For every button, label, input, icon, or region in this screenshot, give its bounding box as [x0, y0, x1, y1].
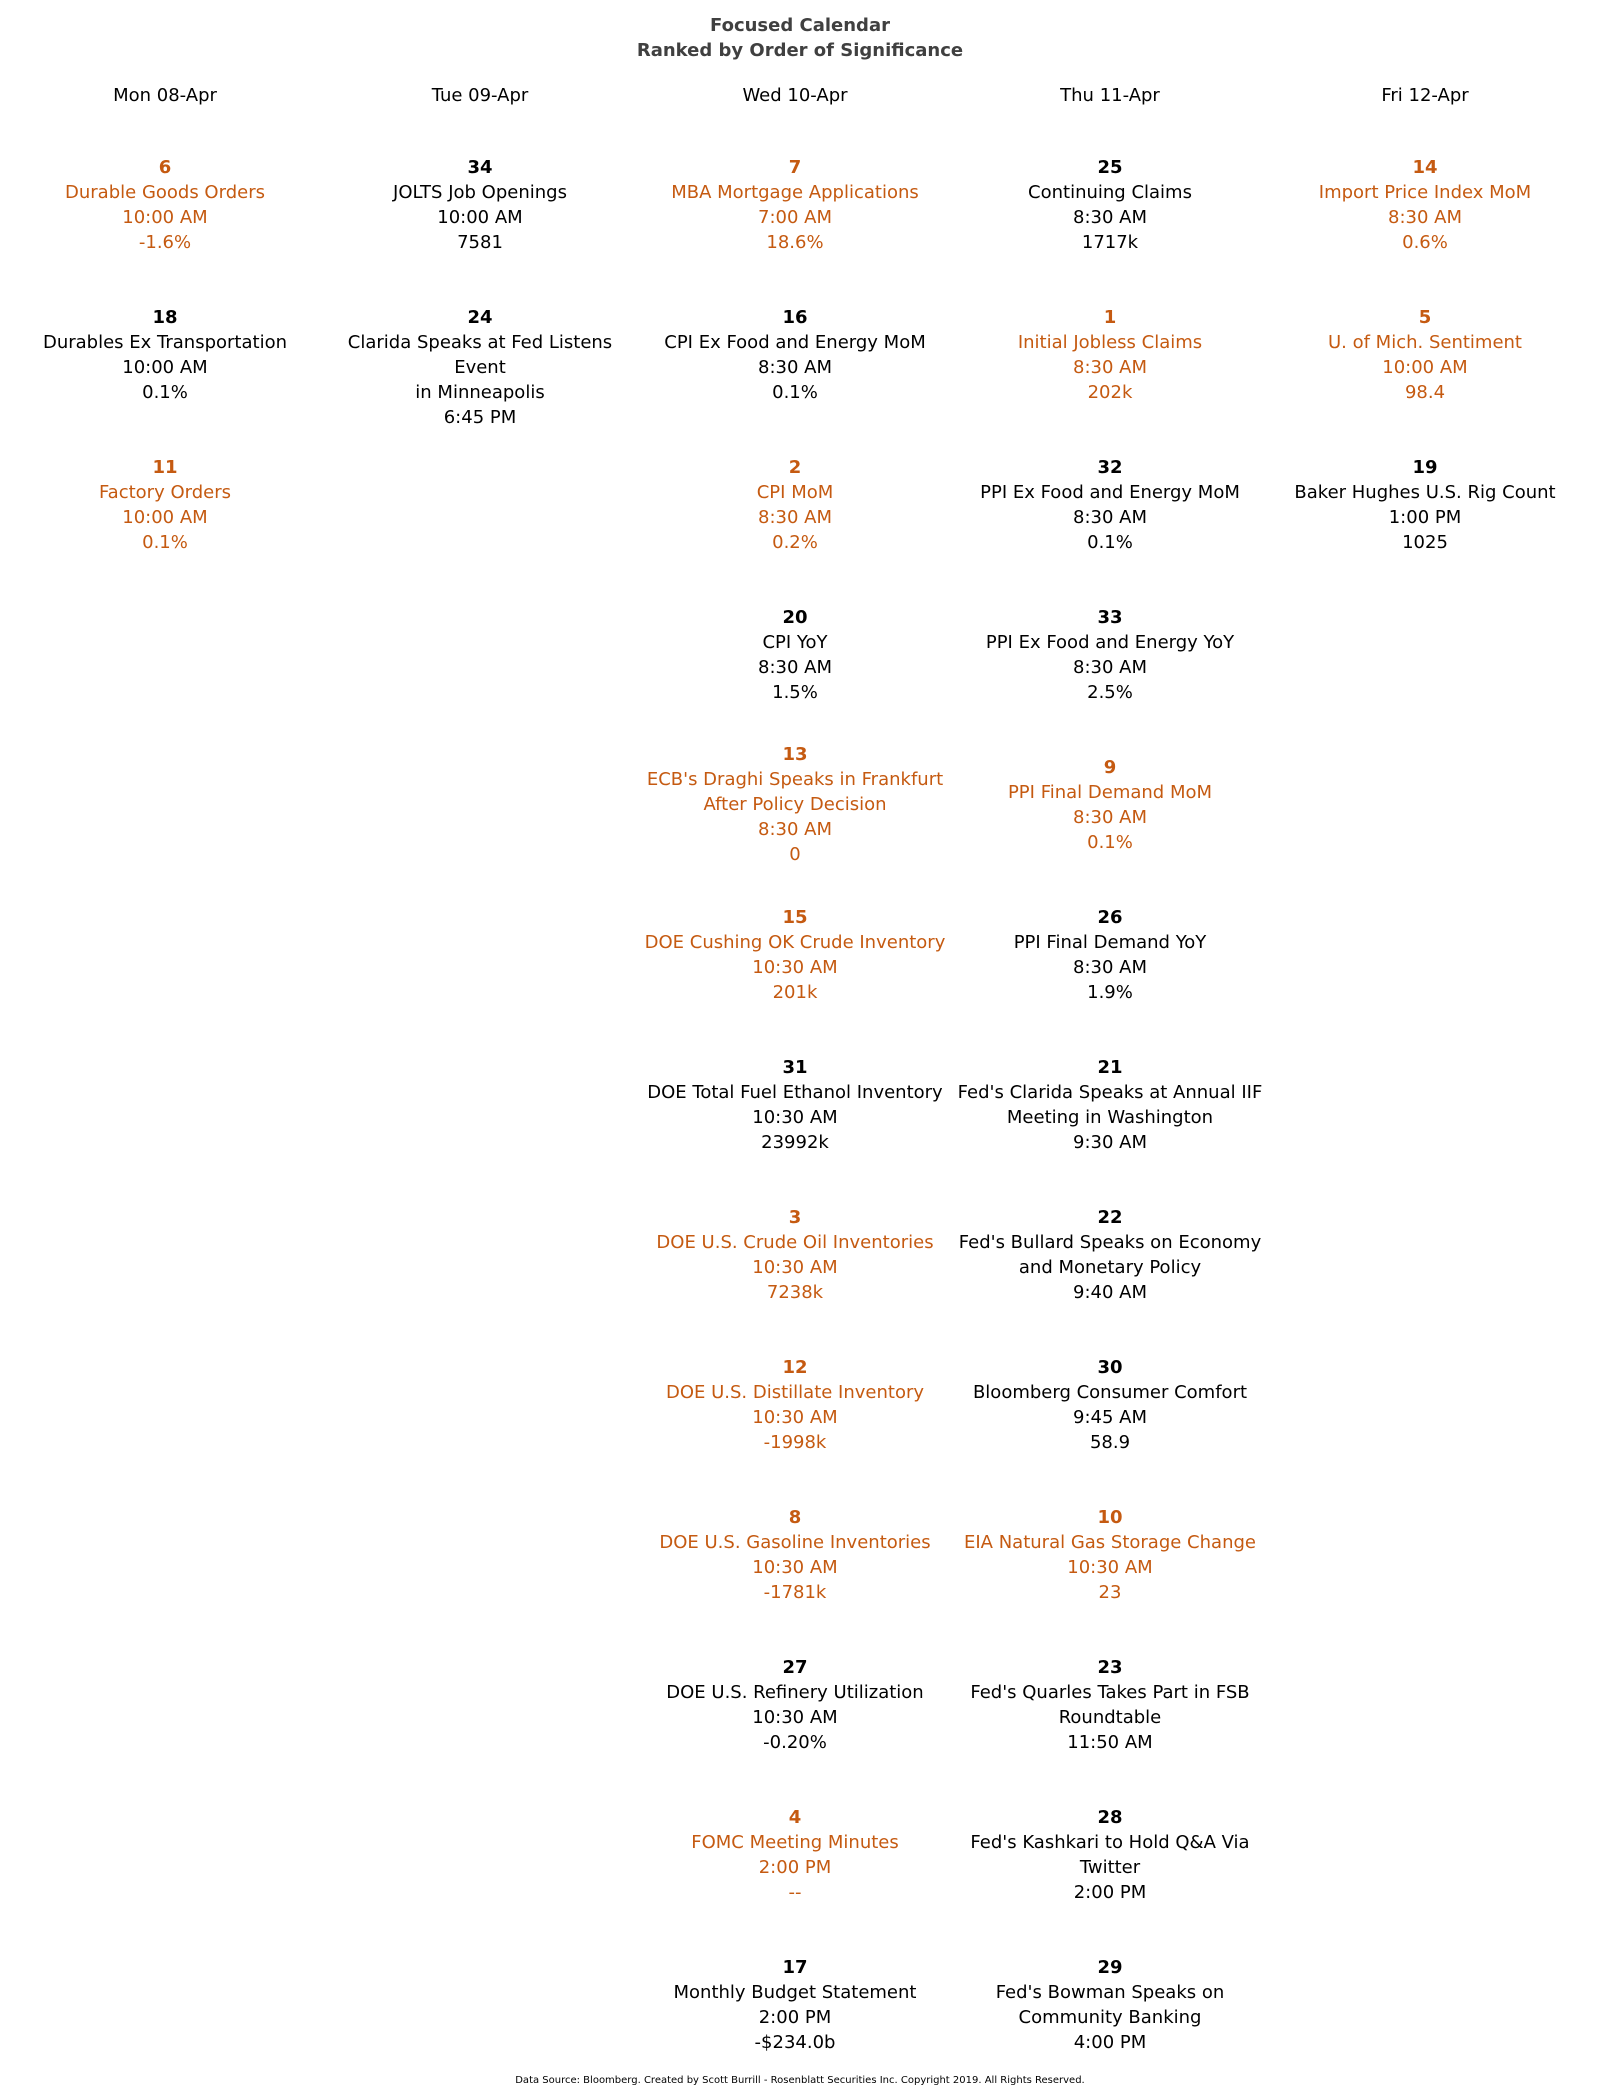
event-name: Baker Hughes U.S. Rig Count — [1294, 481, 1556, 503]
event-item — [1267, 455, 1583, 555]
event-rank: 17 — [782, 1956, 808, 1978]
event-value: -$234.0b — [754, 2031, 836, 2053]
event-name: Durables Ex Transportation — [42, 331, 288, 353]
event-time: 10:30 AM — [752, 1256, 838, 1278]
event-item — [952, 1805, 1268, 1905]
event-value: 23992k — [761, 1131, 829, 1153]
event-time: 10:00 AM — [122, 356, 208, 378]
event-time: 11:50 AM — [1067, 1731, 1153, 1753]
calendar-subtitle: Ranked by Order of Significance — [636, 40, 964, 61]
event-name: and Monetary Policy — [1018, 1256, 1202, 1278]
event-value: 0.1% — [142, 531, 188, 553]
event-name: DOE Cushing OK Crude Inventory — [644, 931, 946, 953]
event-time: 10:00 AM — [1382, 356, 1468, 378]
event-name: Roundtable — [1058, 1706, 1162, 1728]
event-rank: 10 — [1097, 1506, 1123, 1528]
event-rank: 19 — [1412, 456, 1438, 478]
event-name: Community Banking — [1018, 2006, 1202, 2028]
calendar-title: Focused Calendar — [710, 15, 890, 36]
event-time: 7:00 AM — [758, 206, 832, 228]
event-item — [1267, 305, 1583, 405]
event-item — [637, 1805, 953, 1905]
event-rank: 21 — [1097, 1056, 1123, 1078]
event-name: After Policy Decision — [703, 794, 887, 815]
event-name: DOE U.S. Distillate Inventory — [665, 1381, 925, 1403]
event-time: 10:30 AM — [1067, 1556, 1153, 1578]
event-rank: 33 — [1097, 606, 1123, 628]
event-item — [1267, 155, 1583, 255]
event-rank: 11 — [152, 456, 178, 478]
event-value: -1.6% — [138, 231, 192, 253]
event-value: -0.20% — [763, 1731, 827, 1753]
day-header: Fri 12-Apr — [1381, 85, 1469, 106]
event-time: 8:30 AM — [758, 506, 832, 528]
event-rank: 15 — [782, 906, 808, 928]
event-item — [322, 305, 638, 430]
event-time: 9:30 AM — [1073, 1131, 1147, 1153]
event-rank: 18 — [152, 306, 178, 328]
event-rank: 16 — [782, 306, 808, 328]
event-time: 8:30 AM — [1388, 206, 1462, 228]
event-time: 10:00 AM — [122, 506, 208, 528]
event-item — [637, 1055, 953, 1155]
event-time: 10:30 AM — [752, 1706, 838, 1728]
event-item — [637, 455, 953, 555]
event-name: DOE U.S. Gasoline Inventories — [659, 1531, 931, 1553]
event-name: CPI YoY — [762, 631, 828, 653]
event-name: in Minneapolis — [415, 381, 545, 403]
event-name: EIA Natural Gas Storage Change — [964, 1531, 1256, 1553]
event-name: CPI Ex Food and Energy MoM — [664, 331, 926, 353]
event-item — [637, 1955, 953, 2055]
event-name: Fed's Clarida Speaks at Annual IIF — [957, 1081, 1263, 1103]
event-name: PPI Ex Food and Energy YoY — [985, 631, 1235, 653]
event-rank: 2 — [788, 456, 802, 478]
event-name: FOMC Meeting Minutes — [691, 1831, 899, 1853]
event-time: 8:30 AM — [1073, 206, 1147, 228]
event-rank: 29 — [1097, 1956, 1123, 1978]
event-name: CPI MoM — [756, 481, 834, 503]
event-value: 2.5% — [1087, 681, 1133, 703]
event-rank: 6 — [158, 156, 172, 178]
event-name: Durable Goods Orders — [65, 181, 265, 203]
event-name: PPI Final Demand MoM — [1007, 781, 1213, 803]
event-value: -- — [788, 1881, 802, 1903]
event-time: 9:40 AM — [1073, 1281, 1147, 1303]
event-name: Fed's Quarles Takes Part in FSB — [970, 1681, 1250, 1703]
event-rank: 27 — [782, 1656, 808, 1678]
event-item — [952, 1955, 1268, 2055]
event-value: 58.9 — [1089, 1431, 1131, 1453]
day-header: Tue 09-Apr — [431, 85, 529, 106]
event-time: 8:30 AM — [758, 356, 832, 378]
event-value: 0.1% — [1087, 831, 1133, 853]
event-name: Fed's Bowman Speaks on — [995, 1981, 1225, 2003]
event-name: ECB's Draghi Speaks in Frankfurt — [646, 769, 944, 790]
event-rank: 23 — [1097, 1656, 1123, 1678]
event-rank: 30 — [1097, 1356, 1123, 1378]
day-header: Mon 08-Apr — [113, 85, 217, 106]
event-value: 0.1% — [142, 381, 188, 403]
event-item — [637, 1205, 953, 1305]
event-time: 8:30 AM — [1073, 806, 1147, 828]
day-header: Thu 11-Apr — [1060, 85, 1160, 106]
event-value: 201k — [772, 981, 818, 1003]
event-time: 4:00 PM — [1073, 2031, 1147, 2053]
event-item — [952, 1205, 1268, 1305]
event-item — [322, 155, 638, 255]
event-time: 10:00 AM — [437, 206, 523, 228]
event-item — [637, 155, 953, 255]
event-rank: 34 — [467, 156, 493, 178]
event-name: Twitter — [1079, 1856, 1141, 1878]
event-item — [952, 1655, 1268, 1755]
event-time: 10:30 AM — [752, 1406, 838, 1428]
event-item — [7, 155, 323, 255]
event-rank: 25 — [1097, 156, 1123, 178]
event-rank: 28 — [1097, 1806, 1123, 1828]
event-rank: 32 — [1097, 456, 1123, 478]
event-rank: 24 — [467, 306, 493, 328]
event-time: 10:30 AM — [752, 956, 838, 978]
event-name: Monthly Budget Statement — [673, 1981, 917, 2003]
event-value: 1.5% — [772, 681, 818, 703]
event-item — [637, 1355, 953, 1455]
event-name: PPI Ex Food and Energy MoM — [980, 481, 1240, 503]
event-time: 2:00 PM — [758, 2006, 832, 2028]
event-value: 23 — [1098, 1581, 1122, 1603]
event-value: 0.1% — [1087, 531, 1133, 553]
event-time: 1:00 PM — [1388, 506, 1462, 528]
event-value: 7238k — [766, 1281, 824, 1303]
event-item — [952, 905, 1268, 1005]
event-value: 7581 — [457, 231, 503, 253]
event-time: 8:30 AM — [758, 656, 832, 678]
event-name: Fed's Bullard Speaks on Economy — [958, 1231, 1262, 1253]
event-rank: 9 — [1103, 756, 1117, 778]
event-item — [637, 742, 953, 867]
event-rank: 7 — [788, 156, 802, 178]
event-value: 202k — [1087, 381, 1133, 403]
event-rank: 1 — [1103, 306, 1117, 328]
event-name: Continuing Claims — [1028, 181, 1192, 203]
event-time: 8:30 AM — [1073, 956, 1147, 978]
event-item — [7, 455, 323, 555]
event-item — [637, 905, 953, 1005]
event-rank: 3 — [788, 1206, 802, 1228]
day-header: Wed 10-Apr — [742, 85, 848, 106]
event-time: 10:30 AM — [752, 1556, 838, 1578]
event-rank: 5 — [1418, 306, 1432, 328]
event-time: 2:00 PM — [758, 1856, 832, 1878]
event-value: 1717k — [1081, 231, 1139, 253]
event-time: 8:30 AM — [758, 819, 832, 840]
event-value: 0 — [789, 844, 801, 865]
event-rank: 20 — [782, 606, 808, 628]
event-name: MBA Mortgage Applications — [671, 181, 919, 203]
event-name: Bloomberg Consumer Comfort — [972, 1381, 1248, 1403]
event-item — [637, 1655, 953, 1755]
event-item — [952, 1055, 1268, 1155]
event-value: 0.6% — [1402, 231, 1448, 253]
event-item — [952, 455, 1268, 555]
event-time: 8:30 AM — [1073, 356, 1147, 378]
event-item — [952, 1505, 1268, 1605]
event-time: 8:30 AM — [1073, 656, 1147, 678]
footer-source: Data Source: Bloomberg. Created by Scott Burrill - Rosenblatt Securities Inc. Copyright 2019. All Rights Reserved. — [515, 2075, 1085, 2086]
event-value: 1.9% — [1087, 981, 1133, 1003]
event-item — [637, 305, 953, 405]
event-time: 8:30 AM — [1073, 506, 1147, 528]
event-name: DOE U.S. Refinery Utilization — [666, 1681, 924, 1703]
event-item — [7, 305, 323, 405]
event-value: 18.6% — [766, 231, 824, 253]
event-name: DOE U.S. Crude Oil Inventories — [656, 1231, 934, 1253]
event-rank: 4 — [788, 1806, 802, 1828]
event-item — [952, 1355, 1268, 1455]
event-rank: 22 — [1097, 1206, 1123, 1228]
event-value: -1781k — [763, 1581, 827, 1603]
event-time: 9:45 AM — [1073, 1406, 1147, 1428]
event-name: Import Price Index MoM — [1318, 181, 1532, 203]
event-name: U. of Mich. Sentiment — [1327, 331, 1522, 353]
event-rank: 12 — [782, 1356, 808, 1378]
event-name: Initial Jobless Claims — [1017, 331, 1203, 353]
event-rank: 26 — [1097, 906, 1123, 928]
event-value: -1998k — [763, 1431, 827, 1453]
event-item — [952, 305, 1268, 405]
event-name: DOE Total Fuel Ethanol Inventory — [647, 1081, 943, 1103]
event-time: 6:45 PM — [443, 406, 517, 428]
event-name: PPI Final Demand YoY — [1013, 931, 1207, 953]
event-rank: 14 — [1412, 156, 1438, 178]
event-name: Meeting in Washington — [1006, 1106, 1214, 1128]
event-time: 10:00 AM — [122, 206, 208, 228]
event-item — [637, 1505, 953, 1605]
event-rank: 8 — [788, 1506, 802, 1528]
event-rank: 31 — [782, 1056, 808, 1078]
event-item — [952, 155, 1268, 255]
event-name: Clarida Speaks at Fed Listens Event — [347, 331, 613, 378]
event-value: 0.2% — [772, 531, 818, 553]
event-rank: 13 — [782, 744, 808, 765]
event-value: 0.1% — [772, 381, 818, 403]
event-item — [952, 755, 1268, 855]
event-item — [952, 605, 1268, 705]
event-value: 98.4 — [1404, 381, 1446, 403]
event-name: Fed's Kashkari to Hold Q&A Via — [970, 1831, 1250, 1853]
event-time: 10:30 AM — [752, 1106, 838, 1128]
event-name: Factory Orders — [98, 481, 231, 503]
event-value: 1025 — [1402, 531, 1448, 553]
event-name: JOLTS Job Openings — [393, 181, 567, 203]
event-item — [637, 605, 953, 705]
event-time: 2:00 PM — [1073, 1881, 1147, 1903]
